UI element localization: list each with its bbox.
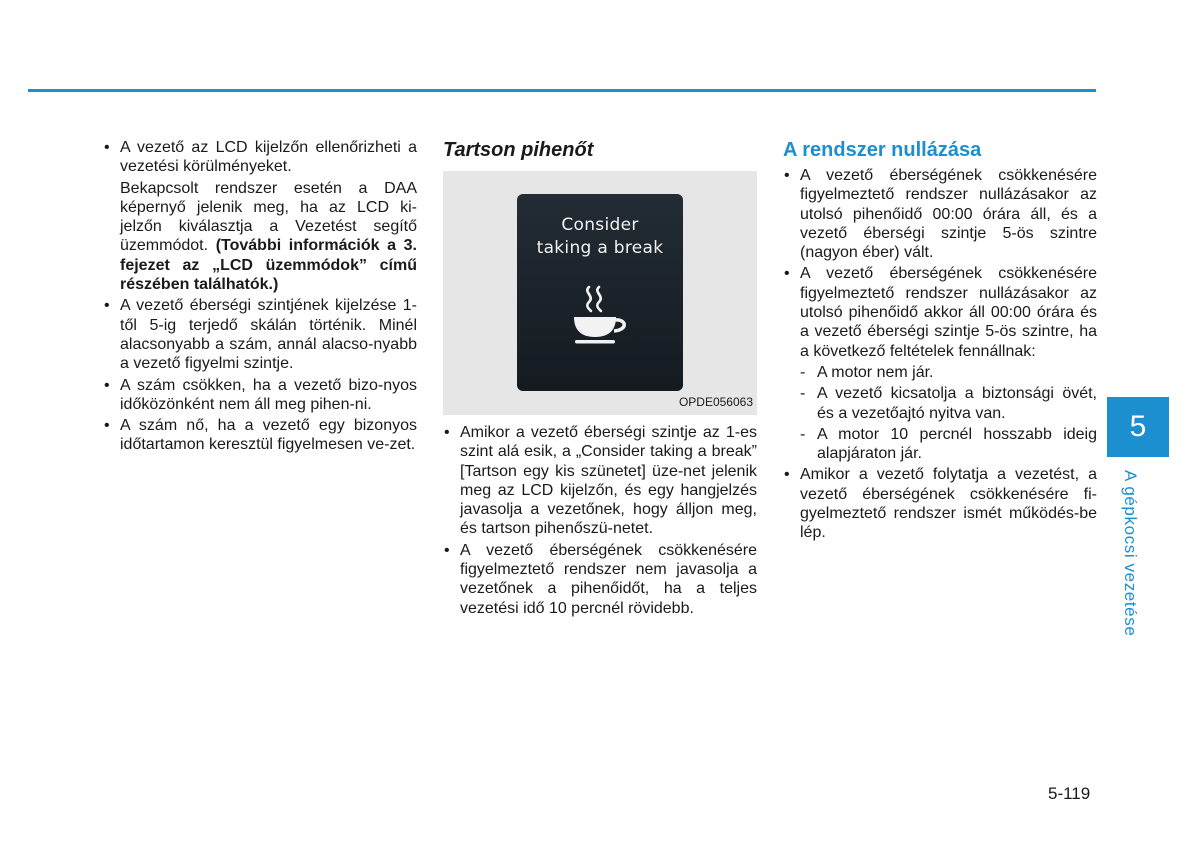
- bullet-decrease: • A szám csökken, ha a vezető bizo-nyos időközönként nem áll meg pihen-ni.: [103, 376, 417, 415]
- header-rule: [28, 89, 1096, 92]
- dash-idle: - A motor 10 percnél hosszabb ideig alapjáraton jár.: [783, 425, 1097, 464]
- bullet-resume: • Amikor a vezető folytatja a vezetést, a vezető éberségének csökkenésére fi-gyelmeztető rendszer ismét működés-be lép.: [783, 465, 1097, 542]
- screen-text-line2: taking a break: [536, 238, 664, 258]
- bullet-break-message: • Amikor a vezető éberségi szintje az 1-es szint alá esik, a „Consider taking a break” [Tartson egy kis szünetet] üze-net jelenik meg az LCD kijelzőn, és egy hangjelzés javasolja a vezetőnek, hogy álljon meg, és tartson pihenőszü-netet.: [443, 423, 757, 539]
- paragraph-daa-text: Bekapcsolt rendszer esetén a DAA képernyő jelenik meg, ha az LCD ki-jelzőn kiválasztja a Vezetést segítő üzemmódot.: [120, 179, 417, 255]
- dash-engine-off: - A motor nem jár.: [783, 363, 1097, 382]
- paragraph-daa-screen: [103, 179, 417, 295]
- lcd-screen: [517, 194, 683, 391]
- column-right: [783, 138, 1097, 545]
- section-heading-take-break: Tartson pihenőt: [443, 139, 594, 161]
- bullet-lcd-check: • A vezető az LCD kijelzőn ellenőrizheti a vezetési körülményeket.: [103, 138, 417, 177]
- figure-lcd-break: [443, 171, 757, 415]
- paragraph-daa-reference: (További információk a 3. fejezet az „LCD üzemmódok” című részében találhatók.): [120, 237, 417, 294]
- bullet-scale: • A vezető éberségi szintjének kijelzése 1-től 5-ig terjedő skálán történik. Minél alacsonyabb a szám, annál alacso-nyabb a vezető figyelmi szintje.: [103, 296, 417, 373]
- column-middle: [443, 138, 757, 620]
- chapter-label: A gépkocsi vezetése: [1121, 470, 1140, 637]
- chapter-tab: 5: [1107, 397, 1169, 457]
- bullet-min-drive-time: • A vezető éberségének csökkenésére figyelmeztető rendszer nem javasolja a vezetőnek a pihenőidőt, ha a teljes vezetési idő 10 percnél rövidebb.: [443, 541, 757, 618]
- page-number: 5-119: [1048, 784, 1091, 803]
- bullet-reset-2: • A vezető éberségének csökkenésére figyelmeztető rendszer nullázásakor az utolsó pihenőidő akkor áll 00:00 órára és a vezető éberségi szintje 5-ös szintre, ha a következő feltételek fennállnak:: [783, 264, 1097, 360]
- coffee-cup-icon: [572, 284, 632, 350]
- section-heading-reset: A rendszer nullázása: [783, 139, 982, 161]
- column-left: [103, 138, 417, 457]
- screen-text-line1: Consider: [561, 215, 639, 235]
- bullet-increase: • A szám nő, ha a vezető egy bizonyos időtartamon keresztül figyelmesen ve-zet.: [103, 416, 417, 455]
- bullet-reset-1: • A vezető éberségének csökkenésére figyelmeztető rendszer nullázásakor az utolsó pihenőidő 00:00 órára áll, és a vezető éberségi szintje 5-ös szintre (nagyon éber) vált.: [783, 166, 1097, 262]
- figure-code: OPDE056063: [678, 394, 753, 409]
- dash-seatbelt-door: - A vezető kicsatolja a biztonsági övét, és a vezetőajtó nyitva van.: [783, 384, 1097, 423]
